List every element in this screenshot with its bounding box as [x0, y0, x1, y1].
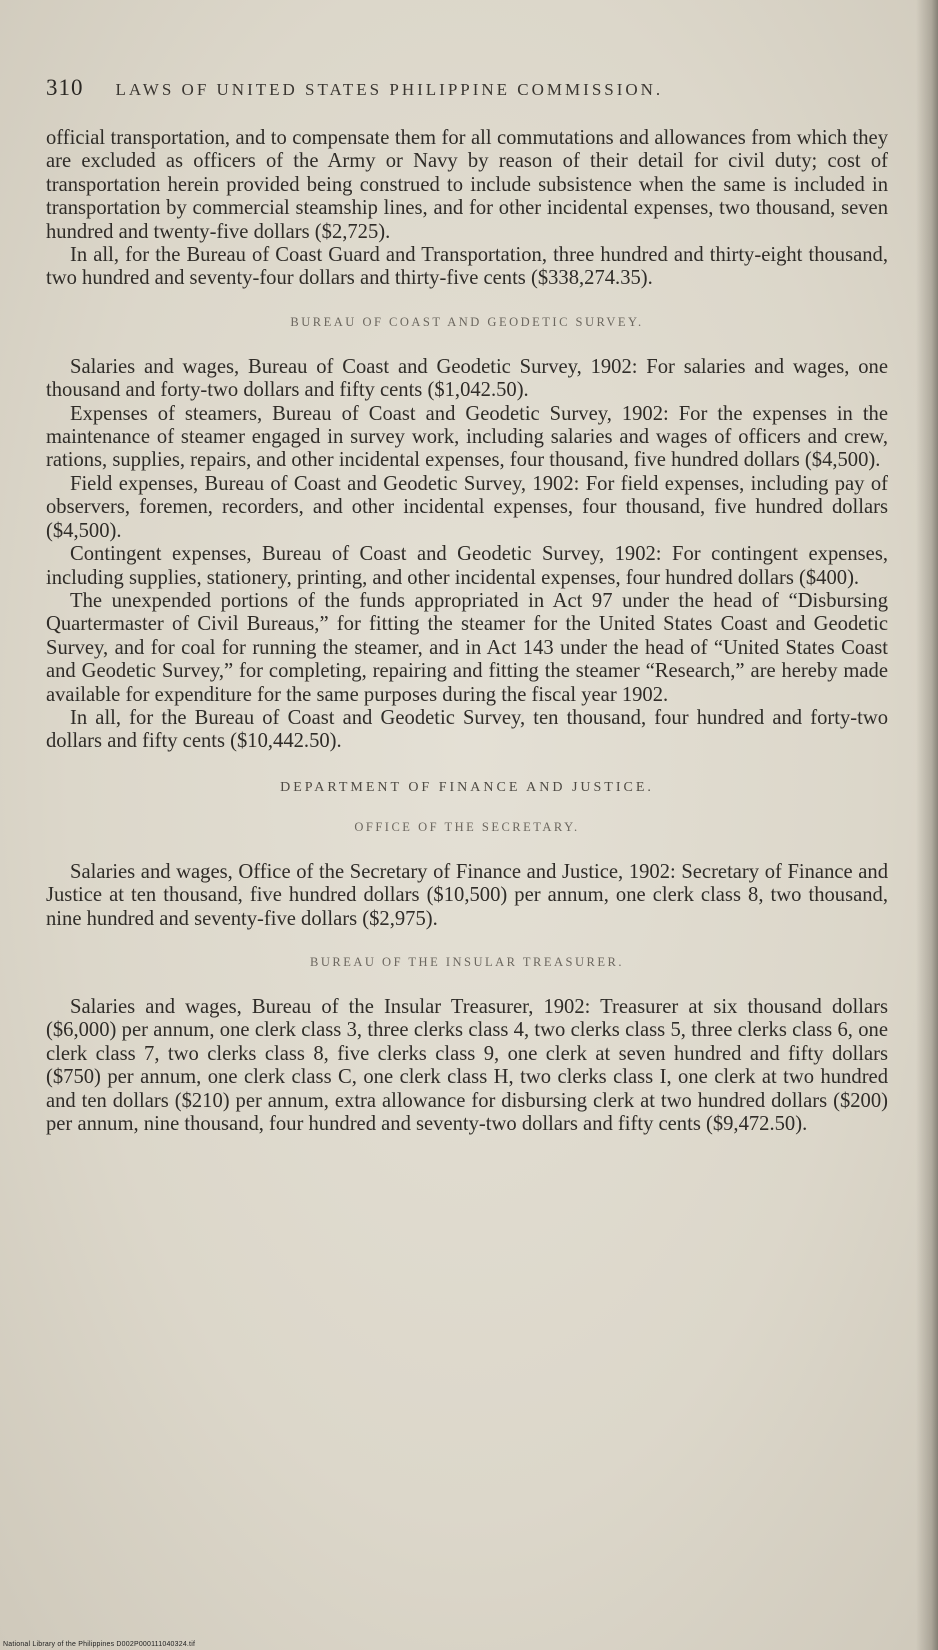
section-subheading-office-secretary: OFFICE OF THE SECRETARY. [354, 819, 580, 834]
page-content [46, 75, 888, 1136]
paragraph: Contingent expenses, Bureau of Coast and Geodetic Survey, 1902: For contingent expenses, including supplies, stationery, printing, and other incidental expenses, four hundred dollars ($400). [46, 543, 888, 589]
paragraph: official transportation, and to compensate them for all commutations and allowances from which they are excluded as officers of the Army or Navy by reason of their detail for civil duty; cost of transportation herein provided being construed to include subsistence when the same is included in transportation by commercial steamship lines, and for other incidental expenses, two thousand, seven hundred and twenty-five dollars ($2,725). [46, 127, 888, 243]
running-title: LAWS OF UNITED STATES PHILIPPINE COMMISSION. [115, 80, 664, 99]
paragraph: Salaries and wages, Office of the Secretary of Finance and Justice, 1902: Secretary of Finance and Justice at ten thousand, five hundred dollars ($10,500) per annum, one clerk class 8, two thousand, nine hundred and seventy-five dollars ($2,975). [46, 860, 888, 930]
section-heading-insular-treasurer: BUREAU OF THE INSULAR TREASURER. [310, 954, 624, 969]
page-edge-shadow [916, 0, 938, 1650]
section-heading-coast-geodetic: BUREAU OF COAST AND GEODETIC SURVEY. [290, 314, 644, 329]
section-heading-finance-justice: DEPARTMENT OF FINANCE AND JUSTICE. [280, 779, 654, 795]
paragraph: In all, for the Bureau of Coast Guard and Transportation, three hundred and thirty-eight thousand, two hundred and seventy-four dollars and thirty-five cents ($338,274.35). [46, 244, 888, 290]
paragraph: Field expenses, Bureau of Coast and Geodetic Survey, 1902: For field expenses, including pay of observers, foremen, recorders, and other incidental expenses, four thousand, five hundred dollars ($4,500). [46, 472, 888, 542]
scan-footer: National Library of the Philippines D002P000111040324.tif [3, 1641, 196, 1648]
page-header [46, 75, 888, 101]
paragraph: Expenses of steamers, Bureau of Coast and Geodetic Survey, 1902: For the expenses in the maintenance of steamer engaged in survey work, including salaries and wages of officers and crew, rations, supplies, repairs, and other incidental expenses, four thousand, five hundred dollars ($4,500). [46, 402, 888, 472]
paragraph: The unexpended portions of the funds appropriated in Act 97 under the head of “Disbursing Quartermaster of Civil Bureaus,” for fitting the steamer for the United States Coast and Geodetic Survey, and for coal for running the steamer, and in Act 143 under the head of “United States Coast and Geodetic Survey,” for completing, repairing and fitting the steamer “Research,” are hereby made available for expenditure for the same purposes during the fiscal year 1902. [46, 589, 888, 706]
paragraph: Salaries and wages, Bureau of Coast and Geodetic Survey, 1902: For salaries and wages, one thousand and forty-two dollars and fifty cents ($1,042.50). [46, 355, 888, 402]
page-number: 310 [46, 75, 84, 100]
paragraph: In all, for the Bureau of Coast and Geodetic Survey, ten thousand, four hundred and forty-two dollars and fifty cents ($10,442.50). [46, 706, 888, 753]
paragraph: Salaries and wages, Bureau of the Insular Treasurer, 1902: Treasurer at six thousand dollars ($6,000) per annum, one clerk class 3, three clerks class 4, two clerks class 5, three clerks class 6, one clerk class 7, two clerks class 8, five clerks class 9, one clerk at seven hundred and fifty dollars ($750) per annum, one clerk class C, one clerk class H, two clerks class I, one clerk at two hundred and ten dollars ($210) per annum, extra allowance for disbursing clerk at two hundred dollars ($200) per annum, nine thousand, four hundred and seventy-two dollars and fifty cents ($9,472.50). [46, 995, 888, 1135]
